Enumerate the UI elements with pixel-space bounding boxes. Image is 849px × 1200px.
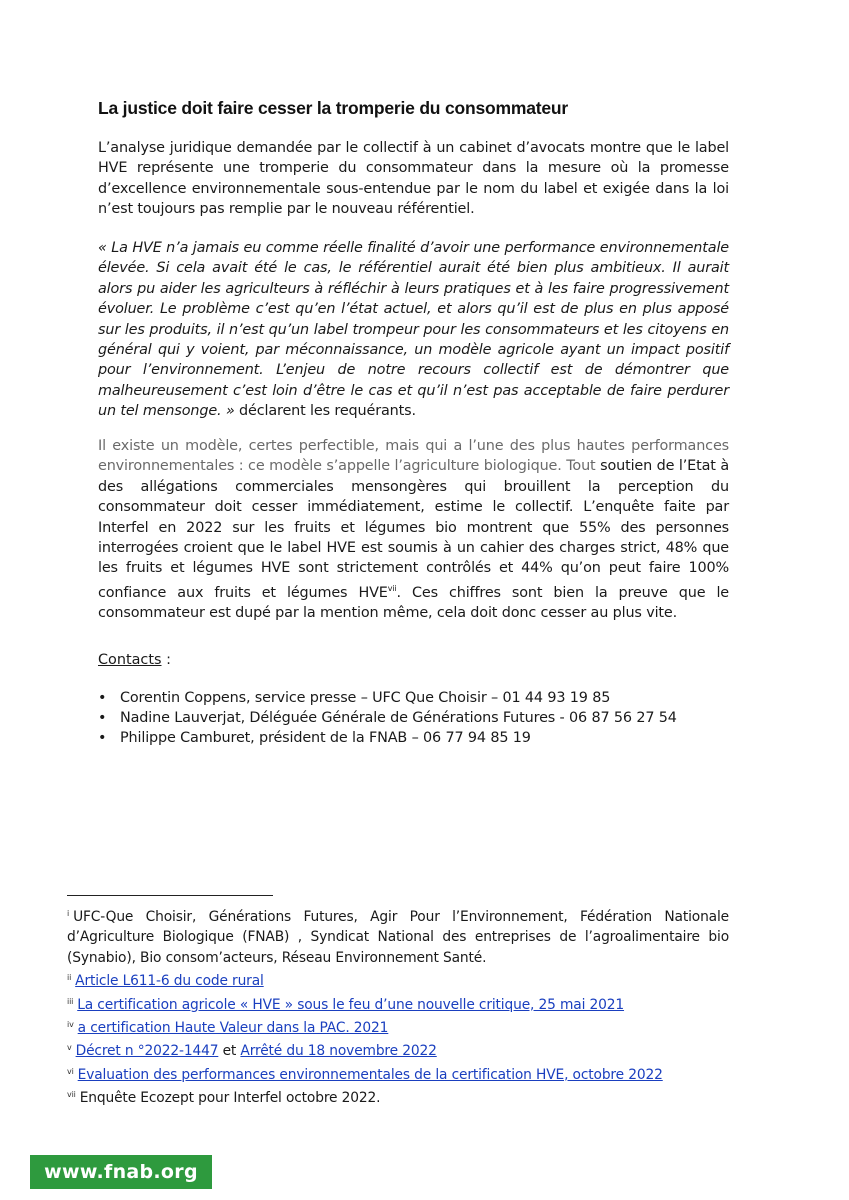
footnote-mark: iii [67, 996, 74, 1006]
list-item [98, 688, 677, 708]
footnote-mark: vi [67, 1066, 74, 1076]
contact-text: Philippe Camburet, président de la FNAB – 06 77 94 85 19 [120, 730, 531, 746]
survey-end-text: . Ces chiffres sont bien la preuve que le consommateur est dupé par la mention même, cela doit donc cesser au plus vite. [98, 584, 730, 622]
footnote-link[interactable]: Décret n °2022-1447 [75, 1043, 219, 1060]
survey-grey-text: Il existe un modèle, certes perfectible, mais qui a l’une des plus hautes performances environnementales : ce modèle s’appelle l’agriculture biologique. Tout [98, 438, 729, 475]
quote-body: « La HVE n’a jamais eu comme réelle finalité d’avoir une performance environnementale élevée. Si cela avait été le cas, le référentiel aurait été bien plus ambitieux. Il aurait alors pu aider les agriculteurs à réfléchir à leurs pratiques et à les faire progressivement évoluer. Le problème c’est qu’en l’état actuel, et alors qu’il est de plus en plus apposé sur les produits, il n’est qu’un label trompeur pour les consommateurs et les citoyens en général qui y voient, par méconnaissance, un modèle agricole ayant un impact positif pour l’environnement. L’enjeu de notre recours collectif est de démontrer que malheureusement c’est loin d’être le cas et qu’il n’est pas acceptable de faire perdurer un tel mensonge. » [98, 240, 729, 420]
footnote-ref[interactable]: vii [387, 583, 397, 593]
list-item [98, 728, 677, 748]
survey-main-text: soutien de l’Etat à des allégations commerciales mensongères qui brouillent la perception du consommateur doit cesser immédiatement, estime le collectif. L’enquête faite par Interfel en 2022 sur les fruits et légumes bio montrent que 55% des personnes interrogées croient que le label HVE est soumis à un cahier des charges strict, 48% que les fruits et légumes HVE sont strictement contrôlés et 44% qu’on peut faire 100% confiance aux fruits et légumes HVE [98, 458, 729, 601]
footnote [67, 1062, 729, 1085]
footnote-text: UFC-Que Choisir, Générations Futures, Agir Pour l’Environnement, Fédération Nationale d’Agriculture Biologique (FNAB) , Syndicat National des entreprises de l’agroalimentaire bio (Synabio), Bio consom’acteurs, Réseau Environnement Santé. [67, 909, 729, 966]
list-item [98, 708, 677, 728]
paragraph-text: L’analyse juridique demandée par le collectif à un cabinet d’avocats montre que le label HVE représente une tromperie du consommateur dans la mesure où la promesse d’excellence environnementale sous-entendue par le nom du label et exigée dans la loi n’est toujours pas remplie par le nouveau référentiel. [98, 140, 729, 218]
page-title: La justice doit faire cesser la tromperie du consommateur [98, 98, 569, 118]
contact-text: Nadine Lauverjat, Déléguée Générale de Générations Futures - 06 87 56 27 54 [120, 710, 677, 726]
contact-text: Corentin Coppens, service presse – UFC Que Choisir – 01 44 93 19 85 [120, 690, 611, 706]
footnote-divider [67, 895, 273, 896]
quote-text [98, 238, 729, 422]
quote-attribution: déclarent les requérants. [234, 403, 416, 420]
contacts-heading [98, 650, 171, 670]
footnote-mark: iv [67, 1020, 74, 1030]
bullet-icon: • [98, 690, 107, 706]
footnote-mark: i [67, 909, 70, 918]
footnotes [67, 904, 729, 1109]
footnote [67, 992, 729, 1015]
quote-paragraph [98, 238, 729, 422]
footnote-text: Enquête Ecozept pour Interfel octobre 2022. [79, 1090, 381, 1107]
survey-paragraph [98, 436, 729, 624]
survey-text [98, 436, 729, 624]
contacts-suffix: : [161, 652, 171, 668]
footnote [67, 968, 729, 991]
footnote [67, 904, 729, 968]
footnote-link[interactable]: Evaluation des performances environnementales de la certification HVE, octobre 2022 [77, 1066, 663, 1083]
intro-paragraph [98, 138, 729, 220]
footnote-link[interactable]: Article L611-6 du code rural [75, 973, 264, 990]
contacts-list [98, 688, 677, 748]
footnote-link[interactable]: La certification agricole « HVE » sous le feu d’une nouvelle critique, 25 mai 2021 [77, 996, 625, 1013]
footnote [67, 1038, 729, 1061]
footnote-connector: et [218, 1043, 241, 1060]
bullet-icon: • [98, 730, 107, 746]
footnote [67, 1085, 729, 1108]
footnote-mark: ii [67, 973, 72, 983]
footnote-mark: vii [67, 1090, 76, 1100]
footnote-link-2[interactable]: Arrêté du 18 novembre 2022 [240, 1043, 437, 1060]
footnote [67, 1015, 729, 1038]
fnab-website-badge[interactable]: www.fnab.org [30, 1155, 212, 1189]
footnote-link[interactable]: a certification Haute Valeur dans la PAC. 2021 [77, 1020, 389, 1037]
bullet-icon: • [98, 710, 107, 726]
footnote-mark: v [67, 1043, 72, 1053]
contacts-label: Contacts [98, 652, 162, 668]
